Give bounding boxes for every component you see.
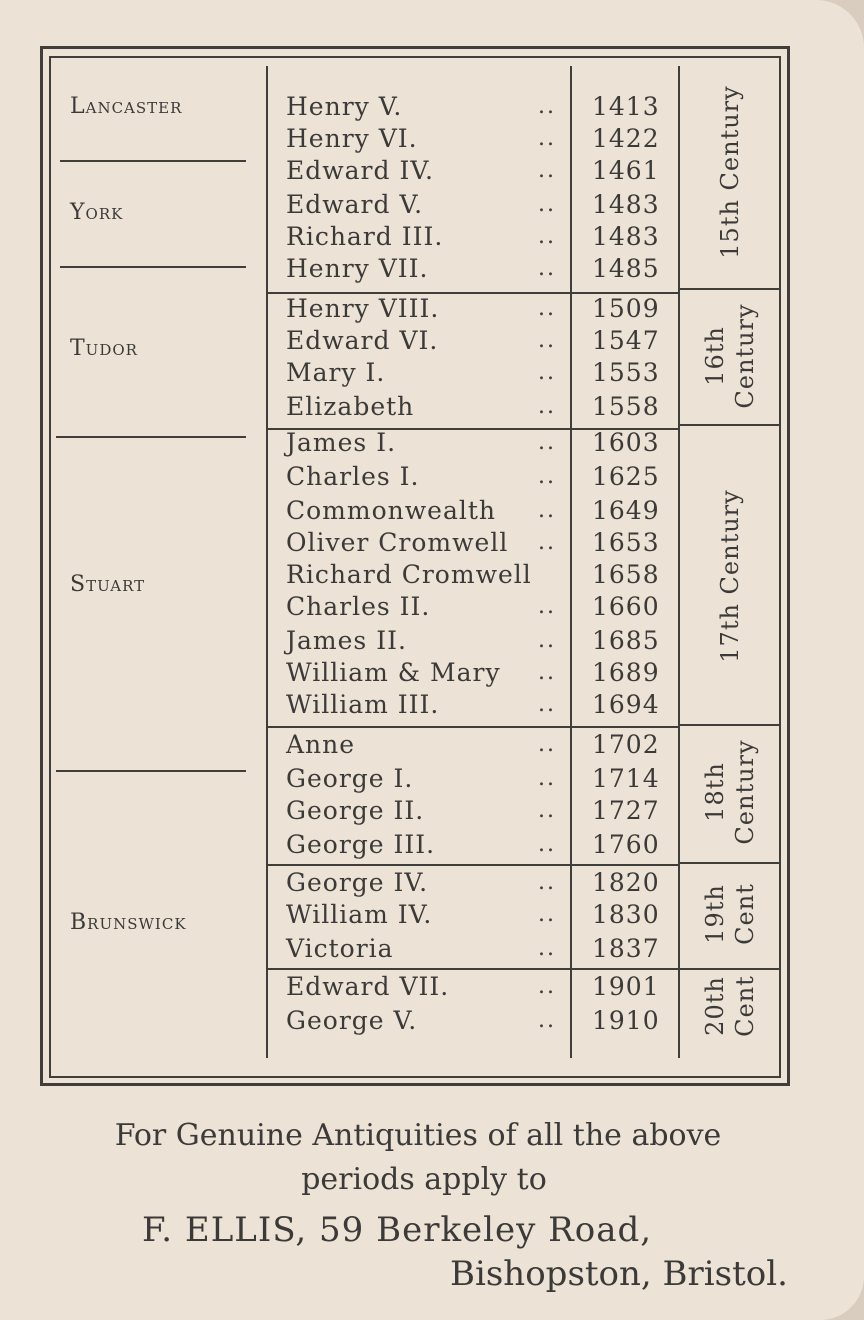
leader-dots: .. bbox=[538, 902, 556, 927]
monarch-name: Henry VIII. bbox=[286, 294, 440, 323]
accession-year: 1658 bbox=[592, 560, 660, 589]
divider-house-monarch bbox=[266, 66, 268, 1058]
monarch-name: James I. bbox=[286, 428, 397, 457]
monarch-name: Richard III. bbox=[286, 222, 444, 251]
leader-dots: .. bbox=[538, 1008, 556, 1033]
accession-year: 1653 bbox=[592, 528, 660, 557]
leader-dots: .. bbox=[538, 936, 556, 961]
merchant-town: Bishopston, Bristol. bbox=[450, 1254, 788, 1294]
leader-dots: .. bbox=[538, 430, 556, 455]
leader-dots: .. bbox=[538, 328, 556, 353]
leader-dots: .. bbox=[538, 158, 556, 183]
leader-dots: .. bbox=[538, 224, 556, 249]
leader-dots: .. bbox=[538, 464, 556, 489]
period-separator bbox=[268, 726, 678, 728]
house-lancaster: Lancaster bbox=[70, 94, 183, 119]
merchant-name: F. ELLIS, 59 Berkeley Road, bbox=[142, 1210, 653, 1250]
accession-year: 1820 bbox=[592, 868, 660, 897]
century-label-16: 16th Century bbox=[701, 303, 759, 409]
house-brunswick: Brunswick bbox=[70, 910, 187, 935]
monarch-name: Henry VI. bbox=[286, 124, 418, 153]
footer-line-2: periods apply to bbox=[301, 1162, 547, 1197]
monarch-name: James II. bbox=[286, 626, 407, 655]
house-stuart: Stuart bbox=[70, 572, 146, 597]
house-york: York bbox=[70, 200, 124, 225]
accession-year: 1702 bbox=[592, 730, 660, 759]
accession-year: 1830 bbox=[592, 900, 660, 929]
house-separator bbox=[56, 770, 246, 772]
accession-year: 1694 bbox=[592, 690, 660, 719]
footer-line-1: For Genuine Antiquities of all the above bbox=[114, 1118, 722, 1153]
monarch-name: George IV. bbox=[286, 868, 429, 897]
accession-year: 1714 bbox=[592, 764, 660, 793]
accession-year: 1485 bbox=[592, 254, 660, 283]
century-separator bbox=[680, 862, 780, 864]
accession-year: 1483 bbox=[592, 222, 660, 251]
leader-dots: .. bbox=[538, 530, 556, 555]
monarch-name: George II. bbox=[286, 796, 425, 825]
house-separator bbox=[60, 160, 246, 162]
house-separator bbox=[56, 436, 246, 438]
century-label-17: 17th Century bbox=[716, 489, 744, 663]
monarch-name: Henry VII. bbox=[286, 254, 429, 283]
century-label-19: 19th Cent bbox=[701, 883, 759, 945]
leader-dots: .. bbox=[538, 832, 556, 857]
leader-dots: .. bbox=[538, 870, 556, 895]
accession-year: 1660 bbox=[592, 592, 660, 621]
monarch-name: William III. bbox=[286, 690, 440, 719]
monarch-name: Mary I. bbox=[286, 358, 386, 387]
monarch-name: Commonwealth bbox=[286, 496, 496, 525]
monarch-name: William IV. bbox=[286, 900, 433, 929]
accession-year: 1603 bbox=[592, 428, 660, 457]
monarch-name: George V. bbox=[286, 1006, 418, 1035]
monarch-name: Charles I. bbox=[286, 462, 420, 491]
leader-dots: .. bbox=[538, 94, 556, 119]
accession-year: 1422 bbox=[592, 124, 660, 153]
leader-dots: .. bbox=[538, 296, 556, 321]
leader-dots: .. bbox=[538, 256, 556, 281]
leader-dots: .. bbox=[538, 974, 556, 999]
accession-year: 1727 bbox=[592, 796, 660, 825]
century-label-18: 18th Century bbox=[701, 739, 759, 845]
accession-year: 1760 bbox=[592, 830, 660, 859]
accession-year: 1509 bbox=[592, 294, 660, 323]
accession-year: 1413 bbox=[592, 92, 660, 121]
leader-dots: .. bbox=[538, 192, 556, 217]
leader-dots: .. bbox=[538, 660, 556, 685]
leader-dots: .. bbox=[538, 594, 556, 619]
monarch-name: Edward V. bbox=[286, 190, 424, 219]
accession-year: 1558 bbox=[592, 392, 660, 421]
monarch-name: William & Mary bbox=[286, 658, 501, 687]
leader-dots: .. bbox=[538, 360, 556, 385]
century-label-15: 15th Century bbox=[716, 85, 744, 259]
leader-dots: .. bbox=[538, 692, 556, 717]
accession-year: 1553 bbox=[592, 358, 660, 387]
monarch-name: Victoria bbox=[286, 934, 394, 963]
monarch-name: Edward IV. bbox=[286, 156, 434, 185]
accession-year: 1547 bbox=[592, 326, 660, 355]
leader-dots: .. bbox=[538, 628, 556, 653]
monarch-name: Henry V. bbox=[286, 92, 403, 121]
monarch-name: Elizabeth bbox=[286, 392, 415, 421]
leader-dots: .. bbox=[538, 498, 556, 523]
leader-dots: .. bbox=[538, 798, 556, 823]
leader-dots: .. bbox=[538, 126, 556, 151]
monarch-name: Anne bbox=[286, 730, 356, 759]
monarch-name: Richard Cromwell bbox=[286, 560, 532, 589]
monarch-name: George III. bbox=[286, 830, 436, 859]
divider-year-century bbox=[678, 66, 680, 1058]
century-separator bbox=[680, 724, 780, 726]
monarch-name: George I. bbox=[286, 764, 414, 793]
century-separator bbox=[680, 288, 780, 290]
house-tudor: Tudor bbox=[70, 336, 138, 361]
century-separator bbox=[680, 424, 780, 426]
period-separator bbox=[268, 968, 678, 970]
accession-year: 1689 bbox=[592, 658, 660, 687]
leader-dots: .. bbox=[538, 732, 556, 757]
century-label-20: 20th Cent bbox=[701, 975, 759, 1037]
leader-dots: .. bbox=[538, 766, 556, 791]
divider-monarch-year bbox=[570, 66, 572, 1058]
monarch-name: Edward VI. bbox=[286, 326, 439, 355]
monarch-name: Oliver Cromwell bbox=[286, 528, 509, 557]
monarch-name: Edward VII. bbox=[286, 972, 450, 1001]
century-separator bbox=[680, 968, 780, 970]
period-separator bbox=[268, 864, 678, 866]
accession-year: 1461 bbox=[592, 156, 660, 185]
house-separator bbox=[60, 266, 246, 268]
accession-year: 1483 bbox=[592, 190, 660, 219]
accession-year: 1649 bbox=[592, 496, 660, 525]
accession-year: 1901 bbox=[592, 972, 660, 1001]
accession-year: 1837 bbox=[592, 934, 660, 963]
accession-year: 1625 bbox=[592, 462, 660, 491]
leader-dots: .. bbox=[538, 394, 556, 419]
monarch-name: Charles II. bbox=[286, 592, 431, 621]
accession-year: 1685 bbox=[592, 626, 660, 655]
accession-year: 1910 bbox=[592, 1006, 660, 1035]
